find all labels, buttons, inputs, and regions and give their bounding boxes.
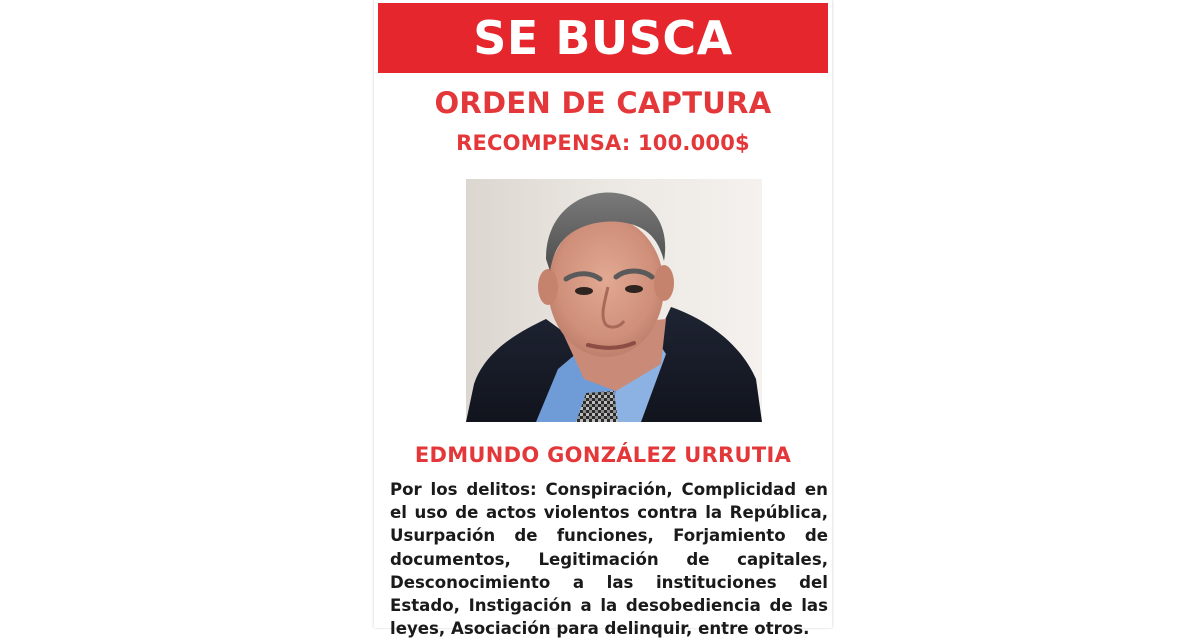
portrait-illustration xyxy=(466,179,762,422)
order-title: ORDEN DE CAPTURA xyxy=(434,86,772,120)
crimes-paragraph: Por los delitos: Conspiración, Complicidad en el uso de actos violentos contra la República, Usurpación de funciones, Forjamiento de documentos, Legitimación de capitales, Desconocimiento a las instituciones del Estado, Instigación a la desobediencia de las leyes, Asociación para delinquir, entre otros. xyxy=(390,480,828,639)
wanted-person-name: EDMUNDO GONZÁLEZ URRUTIA xyxy=(414,443,792,467)
portrait-photo xyxy=(466,179,762,422)
banner-title: SE BUSCA xyxy=(473,11,733,65)
title-banner xyxy=(378,3,828,73)
reward-text: RECOMPENSA: 100.000$ xyxy=(456,131,750,155)
wanted-poster xyxy=(374,0,832,639)
